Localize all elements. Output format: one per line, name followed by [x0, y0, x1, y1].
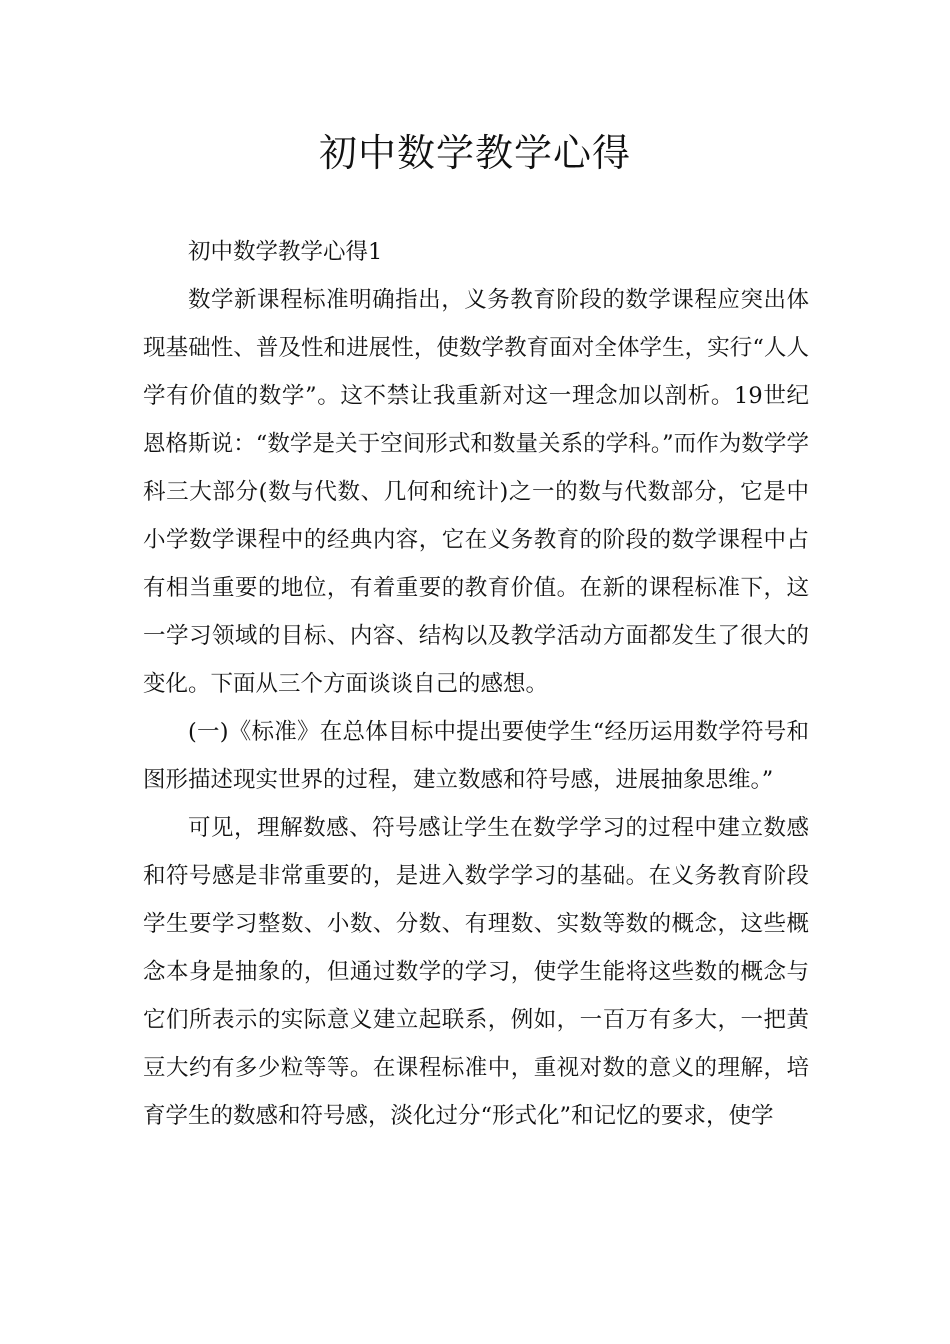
paragraph: 数学新课程标准明确指出，义务教育阶段的数学课程应突出体现基础性、普及性和进展性，使数学教育面对全体学生，实行“人人学有价值的数学”。这不禁让我重新对这一理念加以剖析。19世纪恩格斯说：“数学是关于空间形式和数量关系的学科。”而作为数学学科三大部分(数与代数、几何和统计)之一的数与代数部分，它是中小学数学课程中的经典内容，它在义务教育的阶段的数学课程中占有相当重要的地位，有着重要的教育价值。在新的课程标准下，这一学习领域的目标、内容、结构以及教学活动方面都发生了很大的变化。下面从三个方面谈谈自己的感想。 — [143, 287, 809, 697]
paragraph: (一)《标准》在总体目标中提出要使学生“经历运用数学符号和图形描述现实世界的过程，建立数感和符号感，进展抽象思维。” — [143, 719, 809, 793]
document-title: 初中数学教学心得 — [318, 131, 631, 175]
section-heading: 初中数学教学心得1 — [188, 239, 383, 265]
document-body — [143, 228, 809, 1140]
paragraph: 可见，理解数感、符号感让学生在数学学习的过程中建立数感和符号感是非常重要的，是进入数学学习的基础。在义务教育阶段学生要学习整数、小数、分数、有理数、实数等数的概念，这些概念本身是抽象的，但通过数学的学习，使学生能将这些数的概念与它们所表示的实际意义建立起联系，例如，一百万有多大，一把黄豆大约有多少粒等等。在课程标准中，重视对数的意义的理解，培育学生的数感和符号感，淡化过分“形式化”和记忆的要求，使学 — [143, 815, 809, 1129]
